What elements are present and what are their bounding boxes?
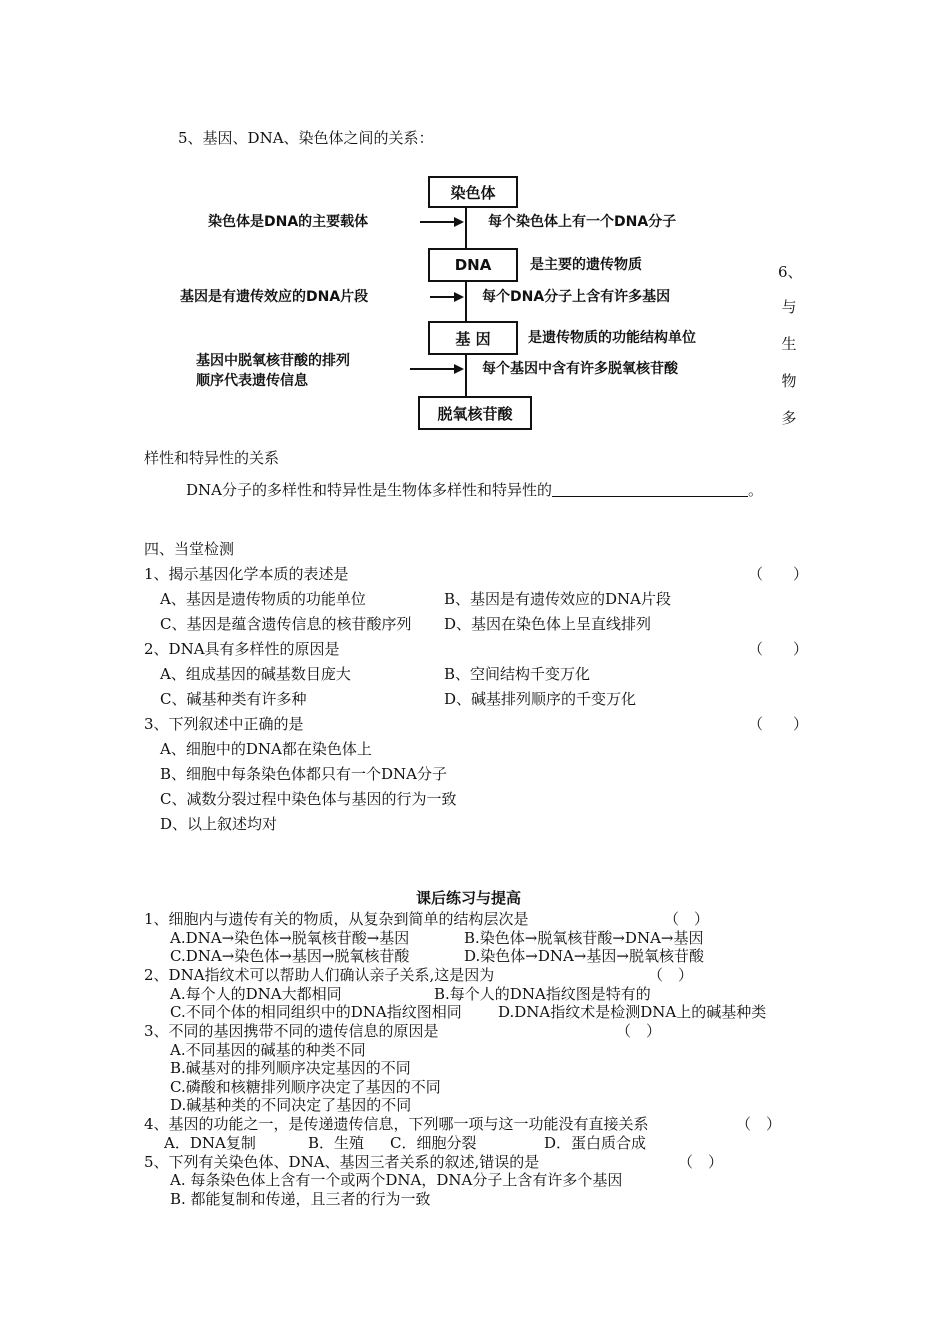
- q1-option-c: C、基因是蕴含遗传信息的核苷酸序列: [160, 615, 412, 633]
- p1-bracket: （ ）: [664, 910, 710, 928]
- p3-option-d: D.碱基种类的不同决定了基因的不同: [170, 1096, 412, 1114]
- section6-vert-char: 与: [781, 298, 797, 316]
- side-label-gene: 是遗传物质的功能结构单位: [528, 330, 696, 346]
- sentence-end: 。: [748, 481, 764, 499]
- q2-stem: 2、DNA具有多样性的原因是: [144, 640, 340, 658]
- q1-option-b: B、基因是有遗传效应的DNA片段: [444, 590, 672, 608]
- p5-option-b: B. 都能复制和传递，且三者的行为一致: [170, 1190, 431, 1208]
- q1-option-d: D、基因在染色体上呈直线排列: [444, 615, 652, 633]
- p1-stem: 1、细胞内与遗传有关的物质，从复杂到简单的结构层次是: [144, 910, 529, 928]
- right-label-3: 每个基因中含有许多脱氧核苷酸: [482, 361, 678, 377]
- q2-option-a: A、组成基因的碱基数目庞大: [160, 665, 351, 683]
- q3-option-a: A、细胞中的DNA都在染色体上: [160, 740, 372, 758]
- p4-option-a: A．DNA复制: [164, 1134, 256, 1152]
- q2-option-c: C、碱基种类有许多种: [160, 690, 307, 708]
- p1-option-b: B.染色体→脱氧核苷酸→DNA→基因: [464, 929, 704, 947]
- p2-option-b: B.每个人的DNA指纹图是特有的: [434, 985, 651, 1003]
- q2-option-d: D、碱基排列顺序的千变万化: [444, 690, 637, 708]
- diagram-arrows: [0, 0, 950, 440]
- section4-title: 四、当堂检测: [144, 540, 235, 558]
- box-chromosome: 染色体: [428, 176, 518, 208]
- p1-option-c: C.DNA→染色体→基因→脱氧核苷酸: [170, 947, 410, 965]
- section6-heading-cont: 样性和特异性的关系: [144, 449, 280, 467]
- q2-option-b: B、空间结构千变万化: [444, 665, 591, 683]
- p4-option-d: D．蛋白质合成: [544, 1134, 647, 1152]
- p3-option-a: A.不同基因的碱基的种类不同: [170, 1041, 366, 1059]
- left-label-3a: 基因中脱氧核苷酸的排列: [196, 353, 350, 369]
- p2-bracket: （ ）: [648, 966, 694, 984]
- sentence-text: DNA分子的多样性和特异性是生物体多样性和特异性的: [186, 481, 552, 499]
- q1-bracket: （ ）: [748, 565, 809, 583]
- p4-option-b: B．生殖: [308, 1134, 365, 1152]
- box-gene: 基 因: [428, 321, 518, 355]
- section5-heading: 5、基因、DNA、染色体之间的关系：: [178, 129, 434, 147]
- p3-option-b: B.碱基对的排列顺序决定基因的不同: [170, 1059, 411, 1077]
- side-label-dna: 是主要的遗传物质: [530, 257, 642, 273]
- arrow-head-1: [454, 217, 464, 227]
- p2-option-c: C.不同个体的相同组织中的DNA指纹图相同: [170, 1003, 462, 1021]
- q3-option-c: C、减数分裂过程中染色体与基因的行为一致: [160, 790, 457, 808]
- q1-option-a: A、基因是遗传物质的功能单位: [160, 590, 366, 608]
- p4-option-c: C．细胞分裂: [390, 1134, 477, 1152]
- section6-number: 6、: [778, 263, 803, 281]
- p3-bracket: （ ）: [616, 1022, 662, 1040]
- right-label-2: 每个DNA分子上含有许多基因: [482, 289, 671, 305]
- p5-bracket: （ ）: [678, 1153, 724, 1171]
- p1-option-a: A.DNA→染色体→脱氧核苷酸→基因: [170, 929, 410, 947]
- left-label-1: 染色体是DNA的主要载体: [208, 214, 369, 230]
- practice-title: 课后练习与提高: [416, 889, 522, 907]
- p4-bracket: （ ）: [736, 1115, 782, 1133]
- p5-stem: 5、下列有关染色体、DNA、基因三者关系的叙述,错误的是: [144, 1153, 540, 1171]
- left-label-3b: 顺序代表遗传信息: [196, 373, 308, 389]
- box-dna: DNA: [428, 248, 518, 282]
- p4-stem: 4、基因的功能之一，是传递遗传信息，下列哪一项与这一功能没有直接关系: [144, 1115, 649, 1133]
- arrow-head-3: [454, 364, 464, 374]
- section6-sentence: [186, 480, 763, 500]
- p2-option-a: A.每个人的DNA大都相同: [170, 985, 342, 1003]
- p2-option-d: D.DNA指纹术是检测DNA上的碱基种类: [498, 1003, 767, 1021]
- p1-option-d: D.染色体→DNA→基因→脱氧核苷酸: [464, 947, 704, 965]
- box-nucleotide: 脱氧核苷酸: [418, 396, 532, 430]
- right-label-1: 每个染色体上有一个DNA分子: [488, 214, 677, 230]
- section6-vert-char: 物: [781, 372, 797, 390]
- p2-stem: 2、DNA指纹术可以帮助人们确认亲子关系,这是因为: [144, 966, 495, 984]
- q3-option-d: D、以上叙述均对: [160, 815, 278, 833]
- q2-bracket: （ ）: [748, 640, 809, 658]
- left-label-2: 基因是有遗传效应的DNA片段: [180, 289, 369, 305]
- section6-vert-char: 多: [781, 409, 797, 427]
- p3-stem: 3、不同的基因携带不同的遗传信息的原因是: [144, 1022, 439, 1040]
- answer-blank: [552, 481, 748, 497]
- q3-option-b: B、细胞中每条染色体都只有一个DNA分子: [160, 765, 448, 783]
- arrow-head-2: [454, 292, 464, 302]
- p5-option-a: A. 每条染色体上含有一个或两个DNA，DNA分子上含有许多个基因: [170, 1171, 623, 1189]
- p3-option-c: C.磷酸和核糖排列顺序决定了基因的不同: [170, 1078, 441, 1096]
- q1-stem: 1、揭示基因化学本质的表述是: [144, 565, 349, 583]
- section6-vert-char: 生: [781, 335, 797, 353]
- q3-bracket: （ ）: [748, 715, 809, 733]
- q3-stem: 3、下列叙述中正确的是: [144, 715, 304, 733]
